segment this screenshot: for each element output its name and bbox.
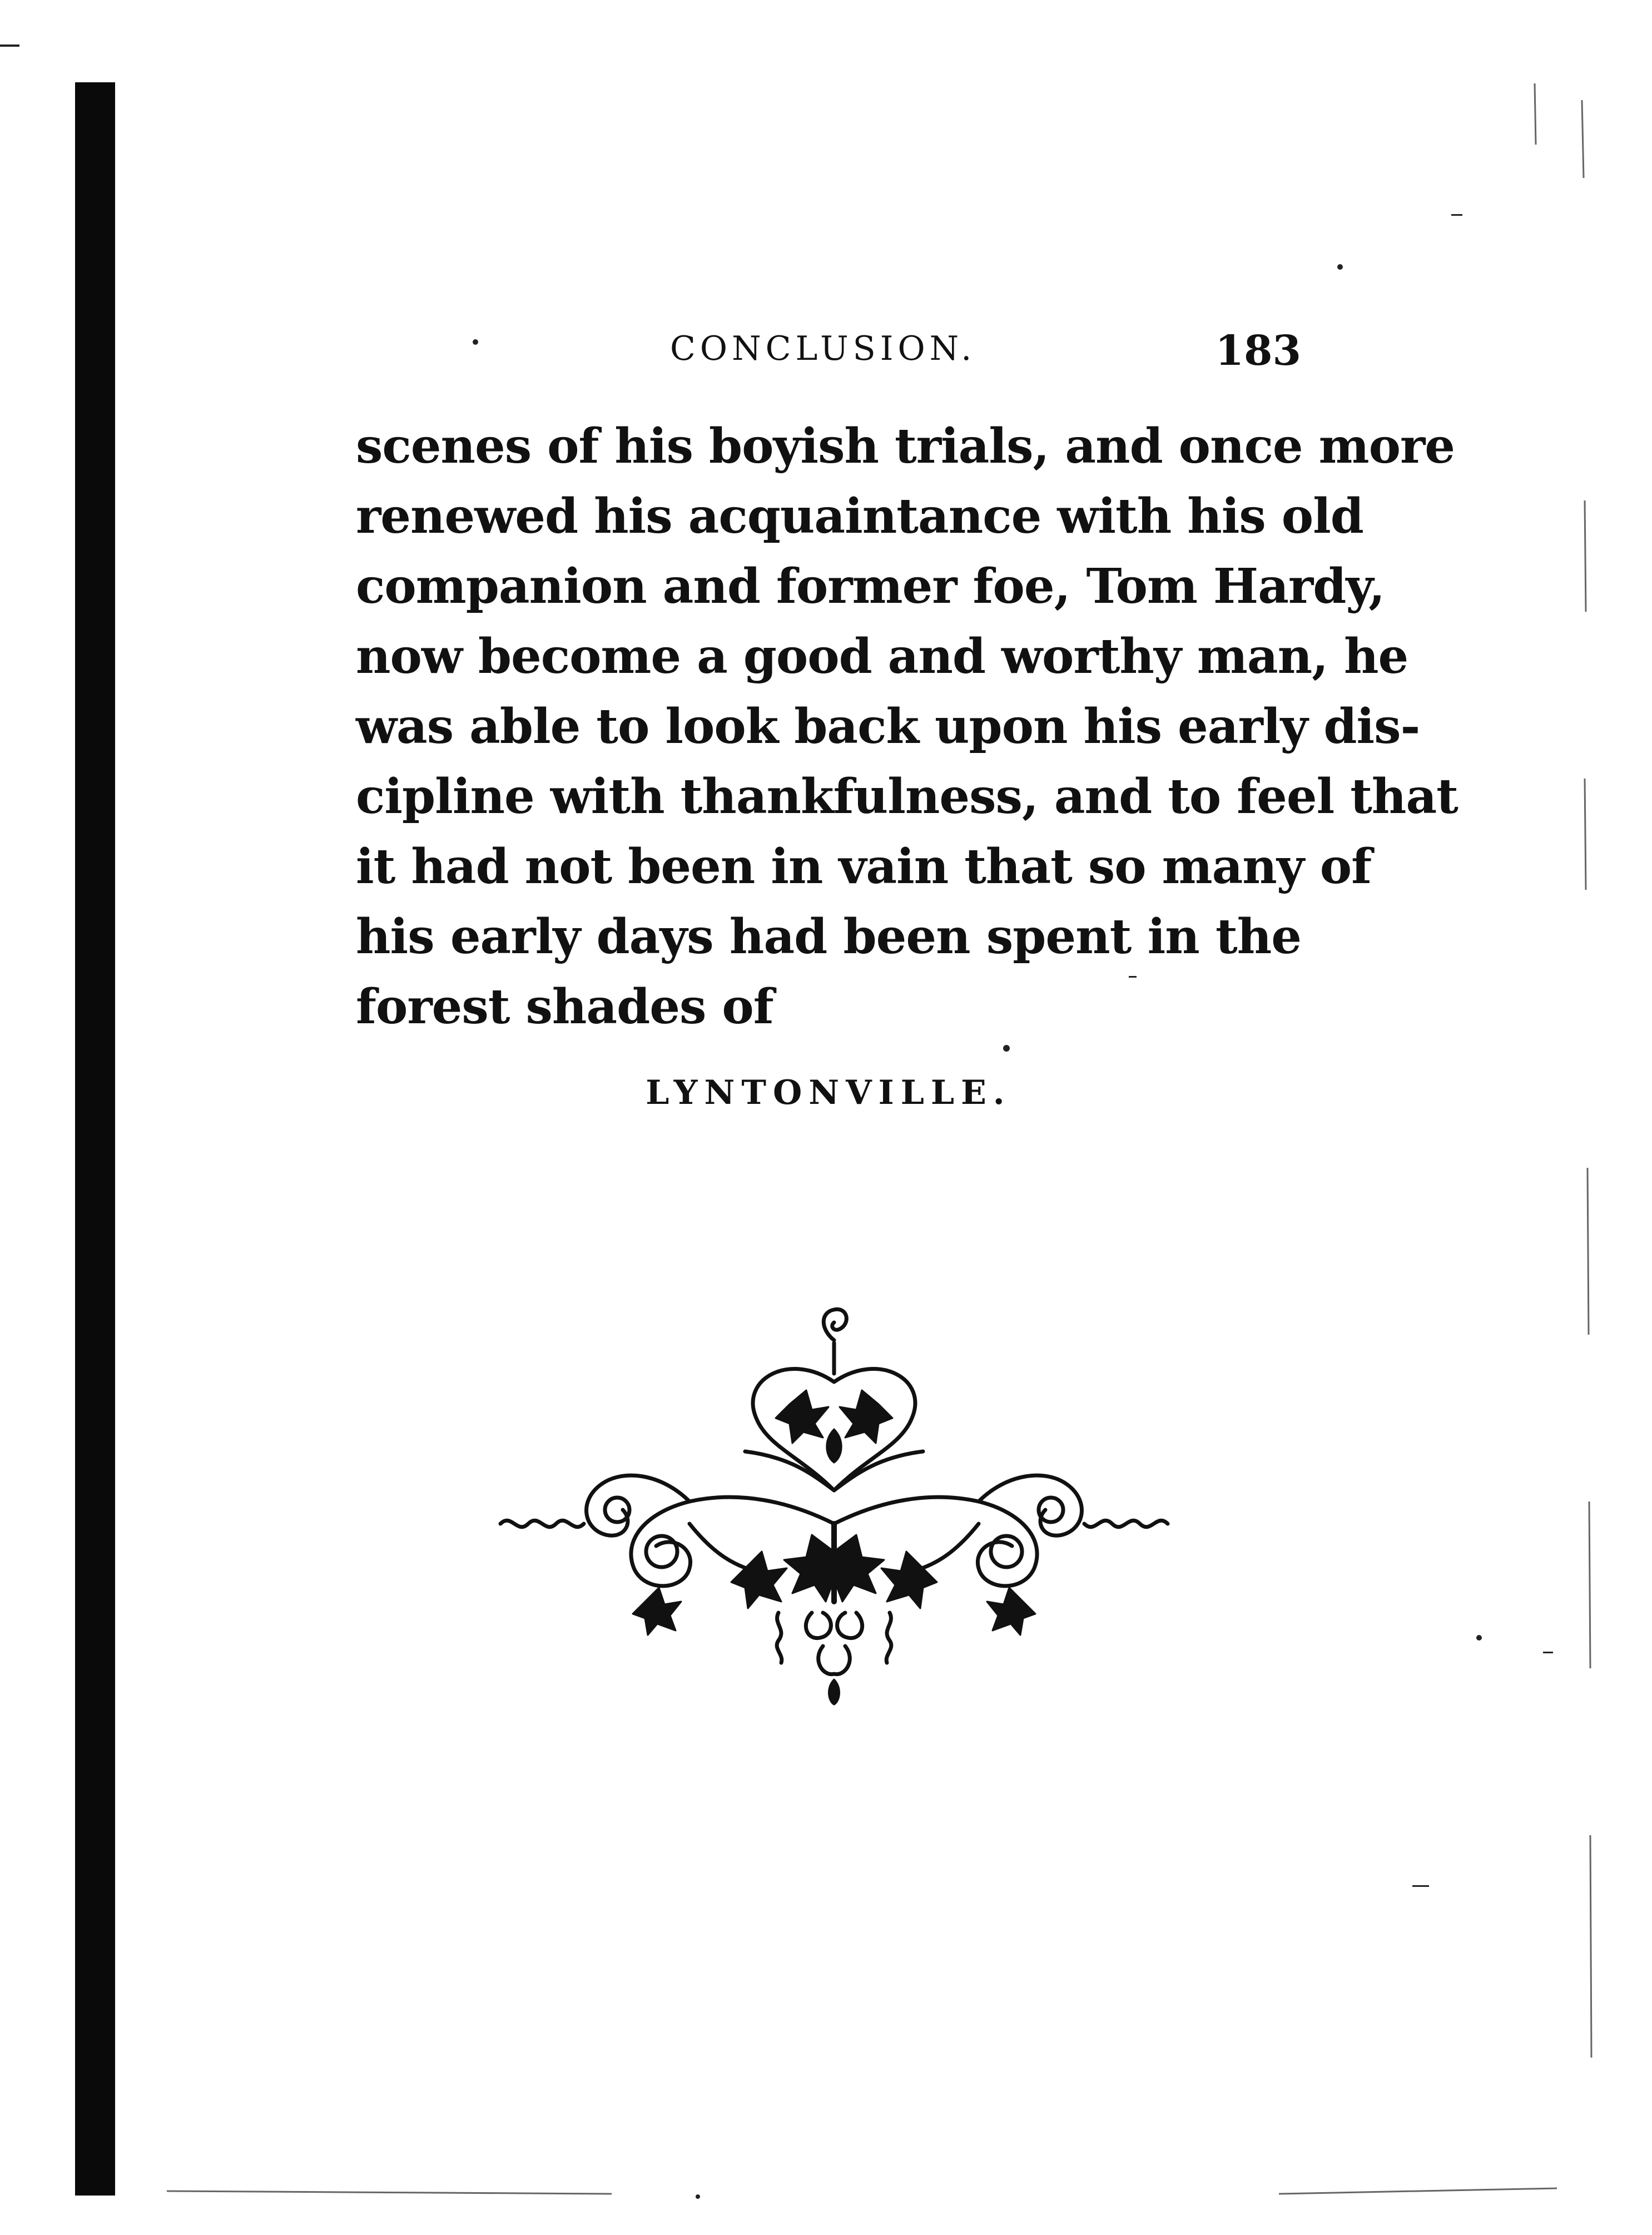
body-line: scenes of his boyish trials, and once more bbox=[356, 418, 1455, 474]
body-line: forest shades of bbox=[356, 979, 773, 1035]
body-line: companion and former foe, Tom Hardy, bbox=[356, 558, 1385, 614]
running-head bbox=[356, 323, 1301, 384]
body-line: cipline with thankfulness, and to feel that bbox=[356, 769, 1458, 825]
body-line: his early days had been spent in the bbox=[356, 909, 1301, 965]
body-line: now become a good and worthy man, he bbox=[356, 628, 1408, 685]
body-line: it had not been in vain that so many of bbox=[356, 839, 1372, 895]
floral-vine-ornament-icon bbox=[478, 1290, 1190, 1713]
closing-word: LYNTONVILLE. bbox=[646, 1073, 1011, 1112]
binding-shadow bbox=[75, 82, 115, 2196]
running-title: CONCLUSION. bbox=[670, 329, 976, 368]
page-number: 183 bbox=[1215, 327, 1301, 375]
body-line: was able to look back upon his early dis- bbox=[356, 698, 1420, 755]
body-line: renewed his acquaintance with his old bbox=[356, 488, 1363, 544]
body-text bbox=[356, 412, 1458, 1042]
